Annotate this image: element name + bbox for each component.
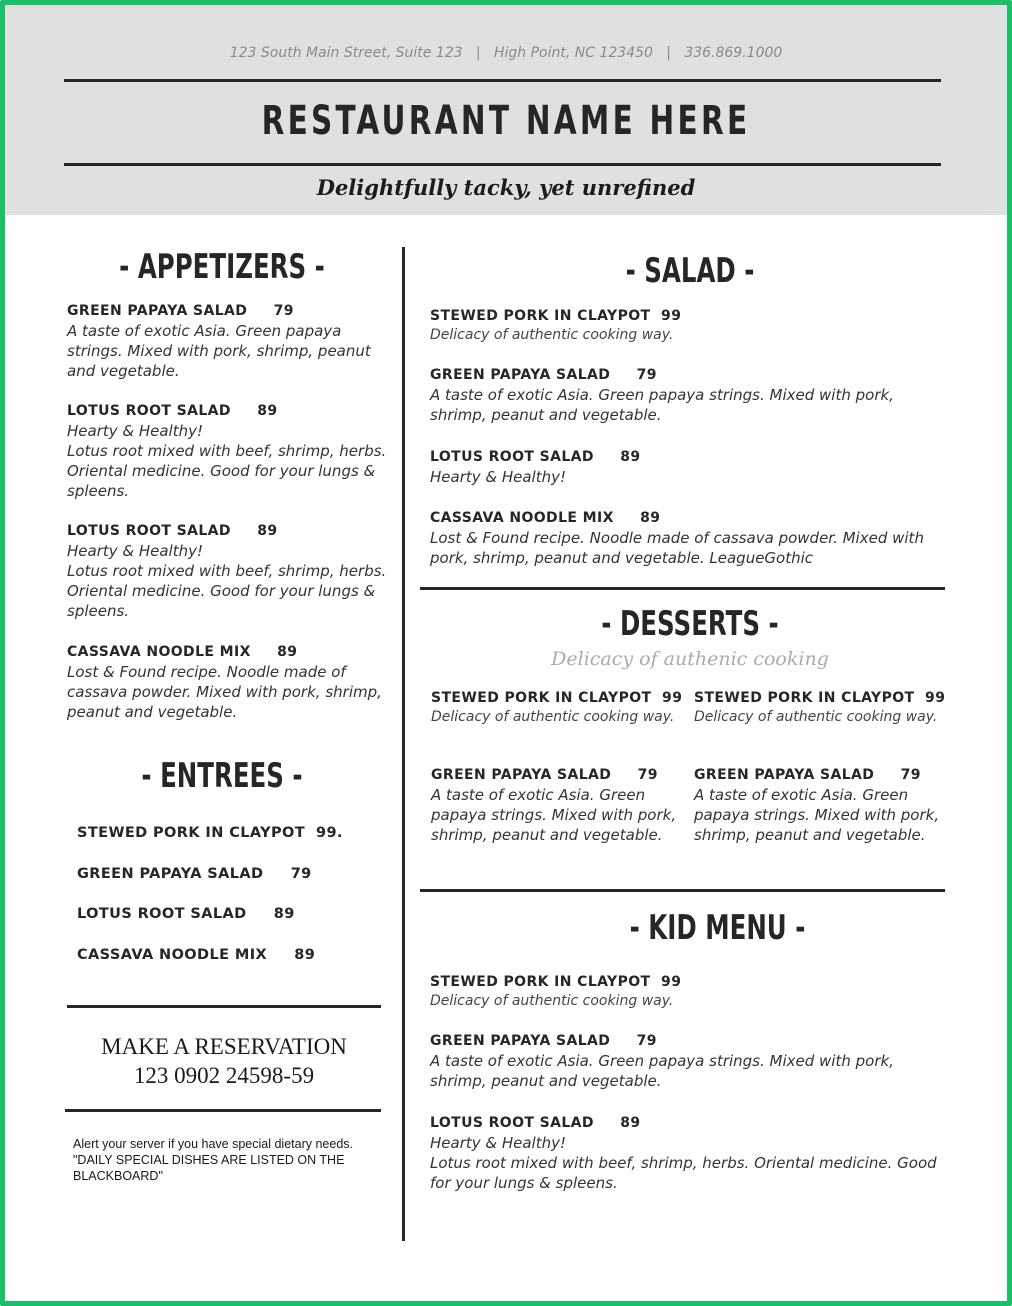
item-name: STEWED PORK IN CLAYPOT 99 <box>430 308 682 324</box>
item-description: Delicacy of authentic cooking way. <box>431 709 675 725</box>
appetizers-title: - APPETIZERS - <box>119 247 325 287</box>
item-description: Lost & Found recipe. Noodle made of cassava powder. Mixed with pork, shrimp, peanut and vegetable. <box>67 663 382 721</box>
item-name: LOTUS ROOT SALAD 89 <box>67 403 278 419</box>
item-name: LOTUS ROOT SALAD 89 <box>67 523 278 539</box>
salad-rule <box>420 587 945 590</box>
item-description: A taste of exotic Asia. Green papaya strings. Mixed with pork, shrimp, peanut and vegetable. <box>430 1052 894 1090</box>
item-description: Hearty & Healthy! Lotus root mixed with beef, shrimp, herbs. Oriental medicine. Good for your lungs & spleens. <box>430 1134 937 1192</box>
kid-menu-item <box>430 972 940 1011</box>
item-name: STEWED PORK IN CLAYPOT 99 <box>694 690 946 706</box>
item-name: STEWED PORK IN CLAYPOT 99 <box>430 974 682 990</box>
desserts-title: - DESSERTS - <box>601 604 779 644</box>
dessert-item <box>694 765 940 845</box>
salad-item <box>430 365 940 425</box>
item-description: Delicacy of authentic cooking way. <box>430 327 674 343</box>
reservation-phone: 123 0902 24598-59 <box>133 1063 315 1088</box>
item-description: Delicacy of authentic cooking way. <box>430 993 674 1009</box>
item-description: Hearty & Healthy! <box>430 468 567 486</box>
entree-item: LOTUS ROOT SALAD 89 <box>77 906 295 922</box>
restaurant-name: RESTAURANT NAME HERE <box>261 98 751 144</box>
kid-menu-item <box>430 1031 940 1091</box>
entree-item: STEWED PORK IN CLAYPOT 99. <box>77 825 343 841</box>
reservation-label: MAKE A RESERVATION <box>101 1034 347 1059</box>
header-band <box>5 5 1007 215</box>
reservation-rule-top <box>67 1005 381 1008</box>
salad-item <box>430 508 940 568</box>
item-name: STEWED PORK IN CLAYPOT 99 <box>431 690 683 706</box>
salad-item <box>430 306 940 345</box>
item-name: GREEN PAPAYA SALAD 79 <box>67 303 294 319</box>
item-description: A taste of exotic Asia. Green papaya strings. Mixed with pork, shrimp, peanut and vegetable. <box>67 322 371 380</box>
daily-special-note: "DAILY SPECIAL DISHES ARE LISTED ON THE BLACKBOARD" <box>73 1153 345 1183</box>
desserts-rule <box>420 889 945 892</box>
appetizer-item <box>67 301 387 381</box>
salad-item <box>430 447 940 487</box>
dietary-notes <box>73 1136 373 1184</box>
item-description: A taste of exotic Asia. Green papaya strings. Mixed with pork, shrimp, peanut and vegetable. <box>694 786 940 844</box>
appetizer-item <box>67 401 387 501</box>
dessert-item <box>431 688 683 727</box>
appetizer-item <box>67 642 387 722</box>
item-name: LOTUS ROOT SALAD 89 <box>430 1115 641 1131</box>
appetizer-item <box>67 521 387 621</box>
header-rule-top <box>64 79 941 82</box>
column-divider <box>402 247 405 1241</box>
item-name: GREEN PAPAYA SALAD 79 <box>430 1033 657 1049</box>
tagline: Delightfully tacky, yet unrefined <box>316 175 696 200</box>
item-name: GREEN PAPAYA SALAD 79 <box>694 767 921 783</box>
address-line: 123 South Main Street, Suite 123 | High Point, NC 123450 | 336.869.1000 <box>229 45 783 61</box>
dessert-item <box>694 688 946 727</box>
item-description: Delicacy of authentic cooking way. <box>694 709 938 725</box>
entrees-title: - ENTREES - <box>141 756 303 796</box>
item-name: LOTUS ROOT SALAD 89 <box>430 449 641 465</box>
menu-page <box>5 5 1007 1301</box>
item-description: A taste of exotic Asia. Green papaya strings. Mixed with pork, shrimp, peanut and vegetable. <box>431 786 677 844</box>
kid-menu-title: - KID MENU - <box>629 908 806 948</box>
header-rule-bottom <box>64 163 941 166</box>
item-name: GREEN PAPAYA SALAD 79 <box>431 767 658 783</box>
item-description: Hearty & Healthy! Lotus root mixed with beef, shrimp, herbs. Oriental medicine. Good for your lungs & spleens. <box>67 542 387 620</box>
dietary-note: Alert your server if you have special dietary needs. <box>73 1137 353 1151</box>
salad-title: - SALAD - <box>625 251 755 291</box>
item-name: CASSAVA NOODLE MIX 89 <box>67 644 298 660</box>
item-description: Lost & Found recipe. Noodle made of cassava powder. Mixed with pork, shrimp, peanut and vegetable. LeagueGothic <box>430 529 924 567</box>
dessert-item <box>431 765 677 845</box>
item-name: CASSAVA NOODLE MIX 89 <box>430 510 661 526</box>
item-name: GREEN PAPAYA SALAD 79 <box>430 367 657 383</box>
kid-menu-item <box>430 1113 940 1193</box>
desserts-subtitle: Delicacy of authenic cooking <box>551 648 829 670</box>
item-description: A taste of exotic Asia. Green papaya strings. Mixed with pork, shrimp, peanut and vegetable. <box>430 386 894 424</box>
entree-item: GREEN PAPAYA SALAD 79 <box>77 866 312 882</box>
entree-item: CASSAVA NOODLE MIX 89 <box>77 947 316 963</box>
item-description: Hearty & Healthy! Lotus root mixed with beef, shrimp, herbs. Oriental medicine. Good for your lungs & spleens. <box>67 422 387 500</box>
reservation-rule-bottom <box>65 1109 381 1112</box>
